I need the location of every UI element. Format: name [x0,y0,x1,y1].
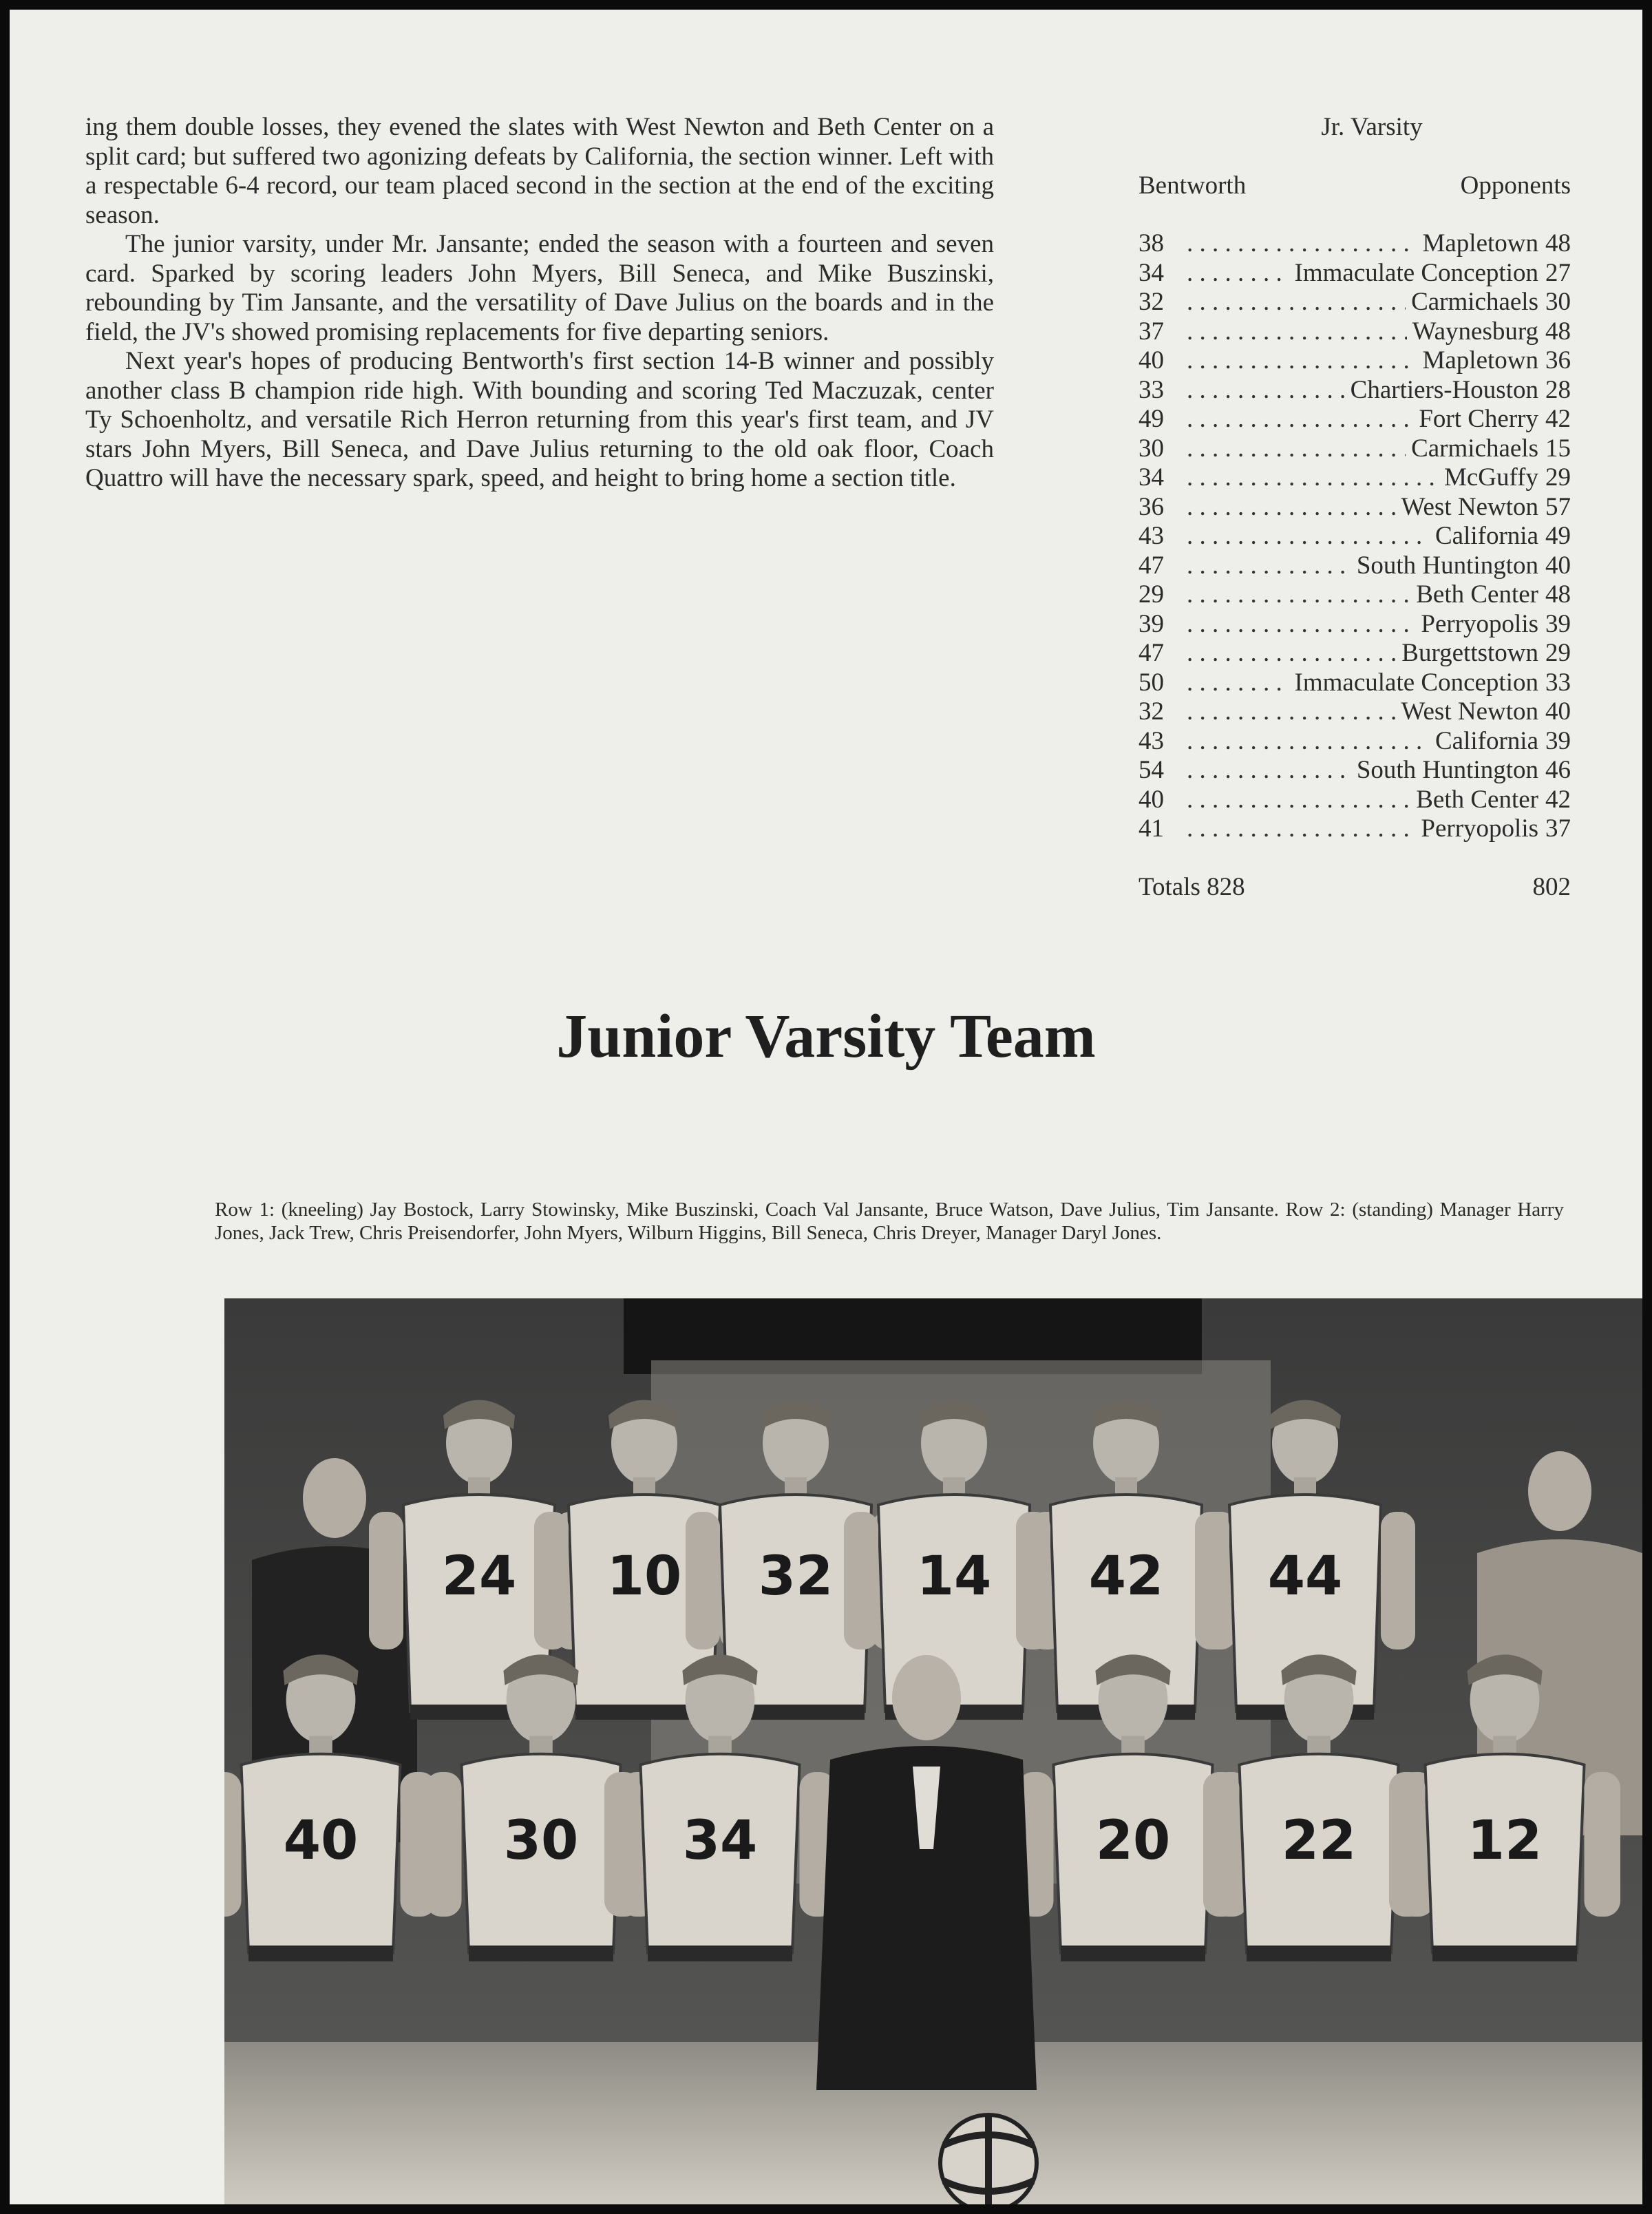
bentworth-score: 34 [1139,463,1164,492]
opponent-name: Fort Cherry [1419,405,1538,433]
jersey-number: 44 [1267,1546,1343,1607]
bentworth-score: 30 [1139,434,1164,463]
page-title: Junior Varsity Team [556,1002,1096,1071]
bentworth-score: 34 [1139,258,1164,287]
opponent-score: 15 [1545,434,1571,463]
jersey-number: 34 [682,1810,758,1872]
leader-dots [1187,259,1289,288]
column-bentworth: Bentworth [1139,171,1247,200]
scoreboard-heading: Jr. Varsity [1321,113,1423,141]
jersey-number: 24 [441,1546,517,1607]
score-totals [1139,873,1571,903]
jersey-number: 14 [916,1546,992,1607]
opponent-name: South Huntington [1356,551,1538,580]
bentworth-score: 36 [1139,492,1164,521]
score-row [1139,376,1571,405]
score-row [1139,259,1571,288]
leader-dots [1187,786,1410,815]
totals-bentworth: Totals 828 [1139,872,1245,901]
opponent-name: Chartiers-Houston [1350,375,1538,404]
bentworth-score: 40 [1139,785,1164,814]
score-list [1139,229,1571,844]
opponent-name: Carmichaels [1411,434,1538,463]
jersey-number: 20 [1095,1810,1171,1872]
leader-dots [1187,376,1345,405]
score-row [1139,639,1571,668]
bentworth-score: 47 [1139,639,1164,667]
opponent-name: Waynesburg [1412,317,1538,346]
leader-dots [1187,522,1430,551]
leader-dots [1187,317,1407,347]
bentworth-score: 43 [1139,522,1164,550]
leader-dots [1187,756,1351,786]
leader-dots [1187,727,1430,757]
bentworth-score: 47 [1139,551,1164,580]
opponent-score: 39 [1545,609,1571,638]
bentworth-score: 29 [1139,580,1164,609]
score-row [1139,697,1571,727]
score-row [1139,551,1571,581]
score-row [1139,727,1571,757]
opponent-name: Perryopolis [1421,814,1538,843]
score-row [1139,756,1571,786]
jersey-number: 40 [283,1810,359,1872]
leader-dots [1187,346,1417,376]
opponent-name: Immaculate Conception [1294,668,1538,697]
jersey-number: 12 [1467,1810,1543,1872]
score-row [1139,786,1571,815]
opponent-score: 40 [1545,551,1571,580]
story-text [85,113,994,494]
team-photo [224,1298,1642,2204]
opponent-score: 42 [1545,405,1571,433]
jersey-number: 32 [758,1546,834,1607]
opponent-score: 33 [1545,668,1571,697]
jv-scoreboard [1139,113,1571,902]
opponent-score: 29 [1545,463,1571,492]
score-row [1139,434,1571,464]
photo-caption: Row 1: (kneeling) Jay Bostock, Larry Stowinsky, Mike Buszinski, Coach Val Jansante, Bruce Watson, Dave Julius, Tim Jansante. Row 2: (standing) Manager Harry Jones, Jack Trew, Chris Preisendorfer, John Myers, Wilburn Higgins, Bill Seneca, Chris Dreyer, Manager Daryl Jones. [215,1199,1564,1244]
team-photo-illustration [224,1298,1642,2204]
yearbook-page [10,10,1642,2204]
score-row [1139,317,1571,347]
bentworth-score: 40 [1139,346,1164,375]
leader-dots [1187,697,1396,727]
opponent-score: 48 [1545,317,1571,346]
opponent-score: 39 [1545,726,1571,755]
jersey-number: 30 [503,1810,579,1872]
opponent-name: McGuffy [1443,463,1538,492]
jersey-number: 22 [1281,1810,1357,1872]
leader-dots [1187,610,1415,640]
leader-dots [1187,668,1289,698]
story-paragraph-2: The junior varsity, under Mr. Jansante; ended the season with a fourteen and seven card. Sparked by scoring leaders John Myers, Bill Seneca, and Mike Buszinski, rebounding by Tim Jansante, and the versatility of Dave Julius on the boards and in the field, the JV's showed promising replacements for five departing seniors. [85,230,994,346]
leader-dots [1187,229,1417,259]
bentworth-score: 33 [1139,375,1164,404]
score-row [1139,668,1571,698]
opponent-score: 48 [1545,580,1571,609]
leader-dots [1187,288,1406,317]
leader-dots [1187,639,1396,668]
opponent-name: Mapletown [1422,229,1538,257]
leader-dots [1187,405,1413,434]
bentworth-score: 32 [1139,288,1164,316]
opponent-name: West Newton [1401,697,1538,726]
opponent-name: Beth Center [1416,580,1538,609]
jersey-number: 10 [606,1546,682,1607]
opponent-score: 57 [1545,492,1571,521]
opponent-name: South Huntington [1356,756,1538,784]
opponent-score: 29 [1545,639,1571,667]
score-row [1139,610,1571,640]
opponent-score: 37 [1545,814,1571,843]
leader-dots [1187,434,1406,464]
score-row [1139,463,1571,493]
opponent-name: Carmichaels [1411,288,1538,316]
opponent-name: Beth Center [1416,785,1538,814]
opponent-score: 30 [1545,288,1571,316]
bentworth-score: 50 [1139,668,1164,697]
score-row [1139,229,1571,259]
scoreboard-column-headers [1139,171,1571,201]
story-paragraph-1: ing them double losses, they evened the slates with West Newton and Beth Center on a split card; but suffered two agonizing defeats by California, the section winner. Left with a respectable 6-4 record, our team placed second in the section at the end of the exciting season. [85,113,994,229]
opponent-name: West Newton [1401,492,1538,521]
leader-dots [1187,463,1439,493]
bentworth-score: 32 [1139,697,1164,726]
opponent-name: California [1434,522,1538,550]
totals-opponents: 802 [1532,872,1571,901]
opponent-score: 49 [1545,522,1571,550]
opponent-score: 42 [1545,785,1571,814]
bentworth-score: 39 [1139,609,1164,638]
opponent-score: 46 [1545,756,1571,784]
bentworth-score: 54 [1139,756,1164,784]
opponent-score: 28 [1545,375,1571,404]
bentworth-score: 41 [1139,814,1164,843]
score-row [1139,580,1571,610]
score-row [1139,288,1571,317]
score-row [1139,814,1571,844]
opponent-score: 27 [1545,258,1571,287]
leader-dots [1187,814,1415,844]
opponent-name: Perryopolis [1421,609,1538,638]
bentworth-score: 49 [1139,405,1164,433]
leader-dots [1187,551,1351,581]
leader-dots [1187,493,1396,523]
opponent-name: Burgettstown [1401,639,1538,667]
story-paragraph-3: Next year's hopes of producing Bentworth's first section 14-B winner and possibly another class B champion ride high. With bounding and scoring Ted Maczuzak, center Ty Schoenholtz, and versatile Rich Herron returning from this year's first team, and JV stars John Myers, Bill Seneca, and Dave Julius returning to the old oak floor, Coach Quattro will have the necessary spark, speed, and height to bring home a section title. [85,347,994,492]
opponent-name: California [1434,726,1538,755]
score-row [1139,346,1571,376]
jersey-number: 42 [1088,1546,1164,1607]
opponent-score: 48 [1545,229,1571,257]
bentworth-score: 38 [1139,229,1164,257]
opponent-score: 40 [1545,697,1571,726]
bentworth-score: 37 [1139,317,1164,346]
score-row [1139,493,1571,523]
opponent-name: Immaculate Conception [1294,258,1538,287]
score-row [1139,522,1571,551]
leader-dots [1187,580,1410,610]
score-row [1139,405,1571,434]
column-opponents: Opponents [1460,171,1571,200]
bentworth-score: 43 [1139,726,1164,755]
opponent-name: Mapletown [1422,346,1538,375]
opponent-score: 36 [1545,346,1571,375]
